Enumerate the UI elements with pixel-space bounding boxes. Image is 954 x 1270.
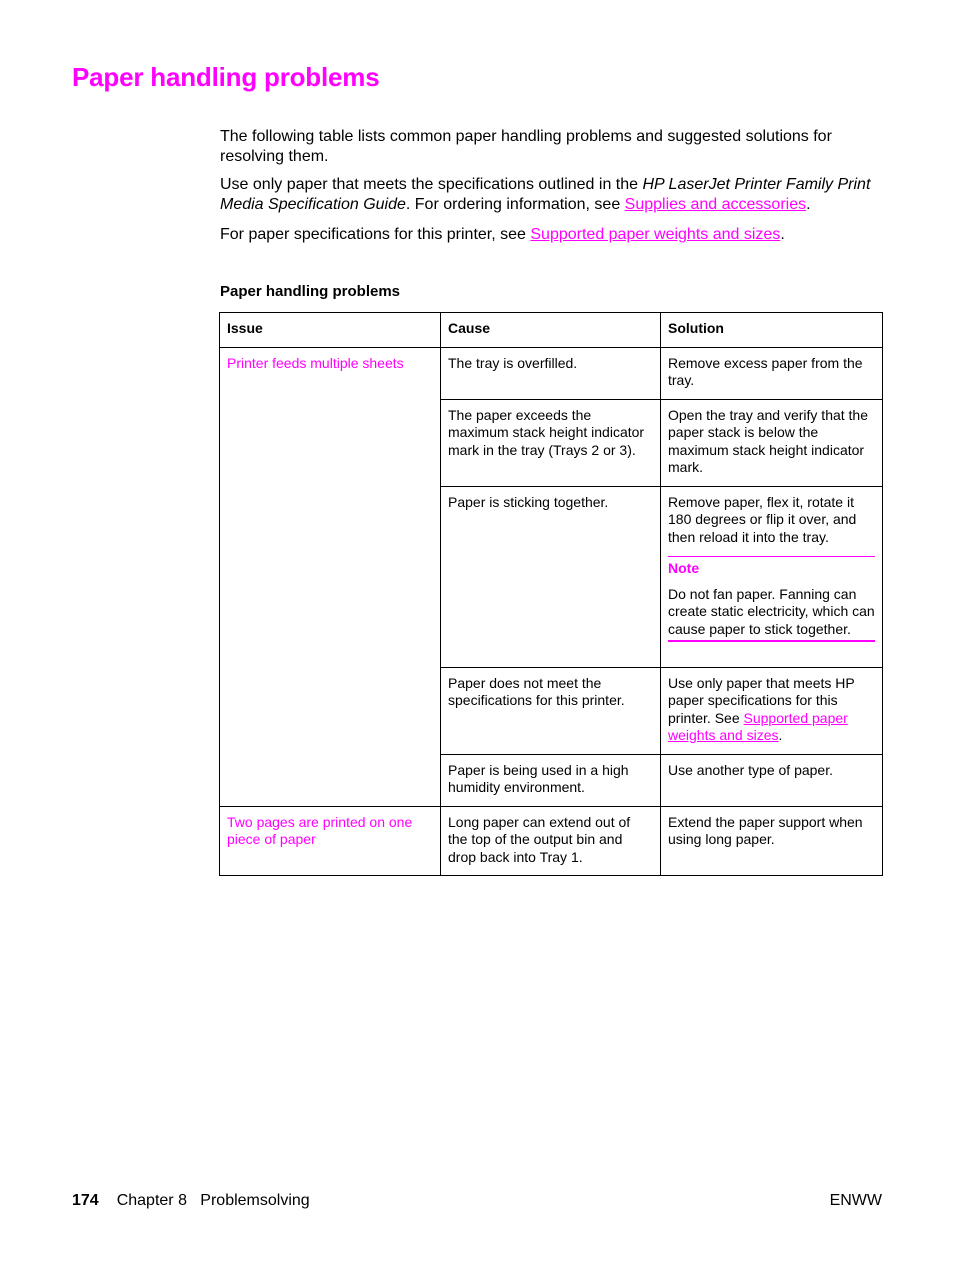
- table-caption: Paper handling problems: [220, 283, 401, 300]
- supplies-accessories-link[interactable]: Supplies and accessories: [624, 196, 807, 213]
- solution-cell: Remove excess paper from the tray.: [661, 347, 883, 399]
- supported-paper-link[interactable]: Supported paper weights and sizes: [668, 709, 848, 743]
- intro-paragraph: The following table lists common paper handling problems and suggested solutions for resolving them.: [220, 128, 832, 165]
- cause-header: Cause: [441, 313, 661, 348]
- note-box: [668, 556, 875, 642]
- paper-text-end: .: [780, 226, 785, 243]
- solution-text-before: Use only paper that meets HP paper specifications for this printer. See: [668, 674, 855, 726]
- supported-paper-link[interactable]: Supported paper weights and sizes: [530, 226, 781, 243]
- table-header-row: [220, 313, 883, 348]
- cause-cell: Paper is being used in a high humidity environment.: [441, 754, 661, 806]
- issue-cell: [220, 806, 441, 876]
- paper-text-before: For paper specifications for this printer, see: [220, 226, 531, 243]
- solution-cell: Extend the paper support when using long paper.: [661, 806, 883, 876]
- solution-text: Remove paper, flex it, rotate it 180 degrees or flip it over, and then reload it into the tray.: [668, 493, 857, 545]
- spec-text-before: Use only paper that meets the specifications outlined in the: [220, 176, 643, 193]
- solution-cell: [661, 486, 883, 667]
- table-row: [220, 347, 883, 399]
- cause-cell: The tray is overfilled.: [441, 347, 661, 399]
- cause-cell: Paper is sticking together.: [441, 486, 661, 667]
- paper-problems-table: [219, 312, 883, 876]
- footer-right: ENWW: [829, 1192, 882, 1209]
- issue-multiple-sheets-link[interactable]: Printer feeds multiple sheets: [227, 354, 404, 371]
- issue-header: Issue: [220, 313, 441, 348]
- spec-text-end: .: [806, 196, 811, 213]
- solution-text-end: .: [778, 727, 783, 743]
- page-number: 174: [72, 1192, 99, 1209]
- spec-guide-title: HP LaserJet Printer Family Print Media Specification Guide: [220, 176, 871, 213]
- paper-specs-paragraph: [220, 225, 890, 245]
- table-row: [220, 806, 883, 876]
- solution-cell: Open the tray and verify that the paper stack is below the maximum stack height indicator mark.: [661, 399, 883, 486]
- issue-cell: [220, 347, 441, 806]
- solution-header: Solution: [661, 313, 883, 348]
- page-title: Paper handling problems: [72, 62, 380, 92]
- note-label: Note: [668, 560, 700, 576]
- solution-cell: [661, 667, 883, 754]
- cause-cell: The paper exceeds the maximum stack height indicator mark in the tray (Trays 2 or 3).: [441, 399, 661, 486]
- footer-left: [72, 1192, 310, 1210]
- chapter-label: Chapter 8 Problemsolving: [116, 1192, 310, 1209]
- issue-two-pages-link[interactable]: Two pages are printed on one piece of paper: [227, 813, 413, 847]
- solution-cell: Use another type of paper.: [661, 754, 883, 806]
- cause-cell: Long paper can extend out of the top of the output bin and drop back into Tray 1.: [441, 806, 661, 876]
- specification-paragraph: [220, 175, 890, 215]
- note-text: Do not fan paper. Fanning can create static electricity, which can cause paper to stick together.: [668, 585, 875, 637]
- cause-cell: Paper does not meet the specifications for this printer.: [441, 667, 661, 754]
- spec-text-middle: . For ordering information, see: [405, 196, 625, 213]
